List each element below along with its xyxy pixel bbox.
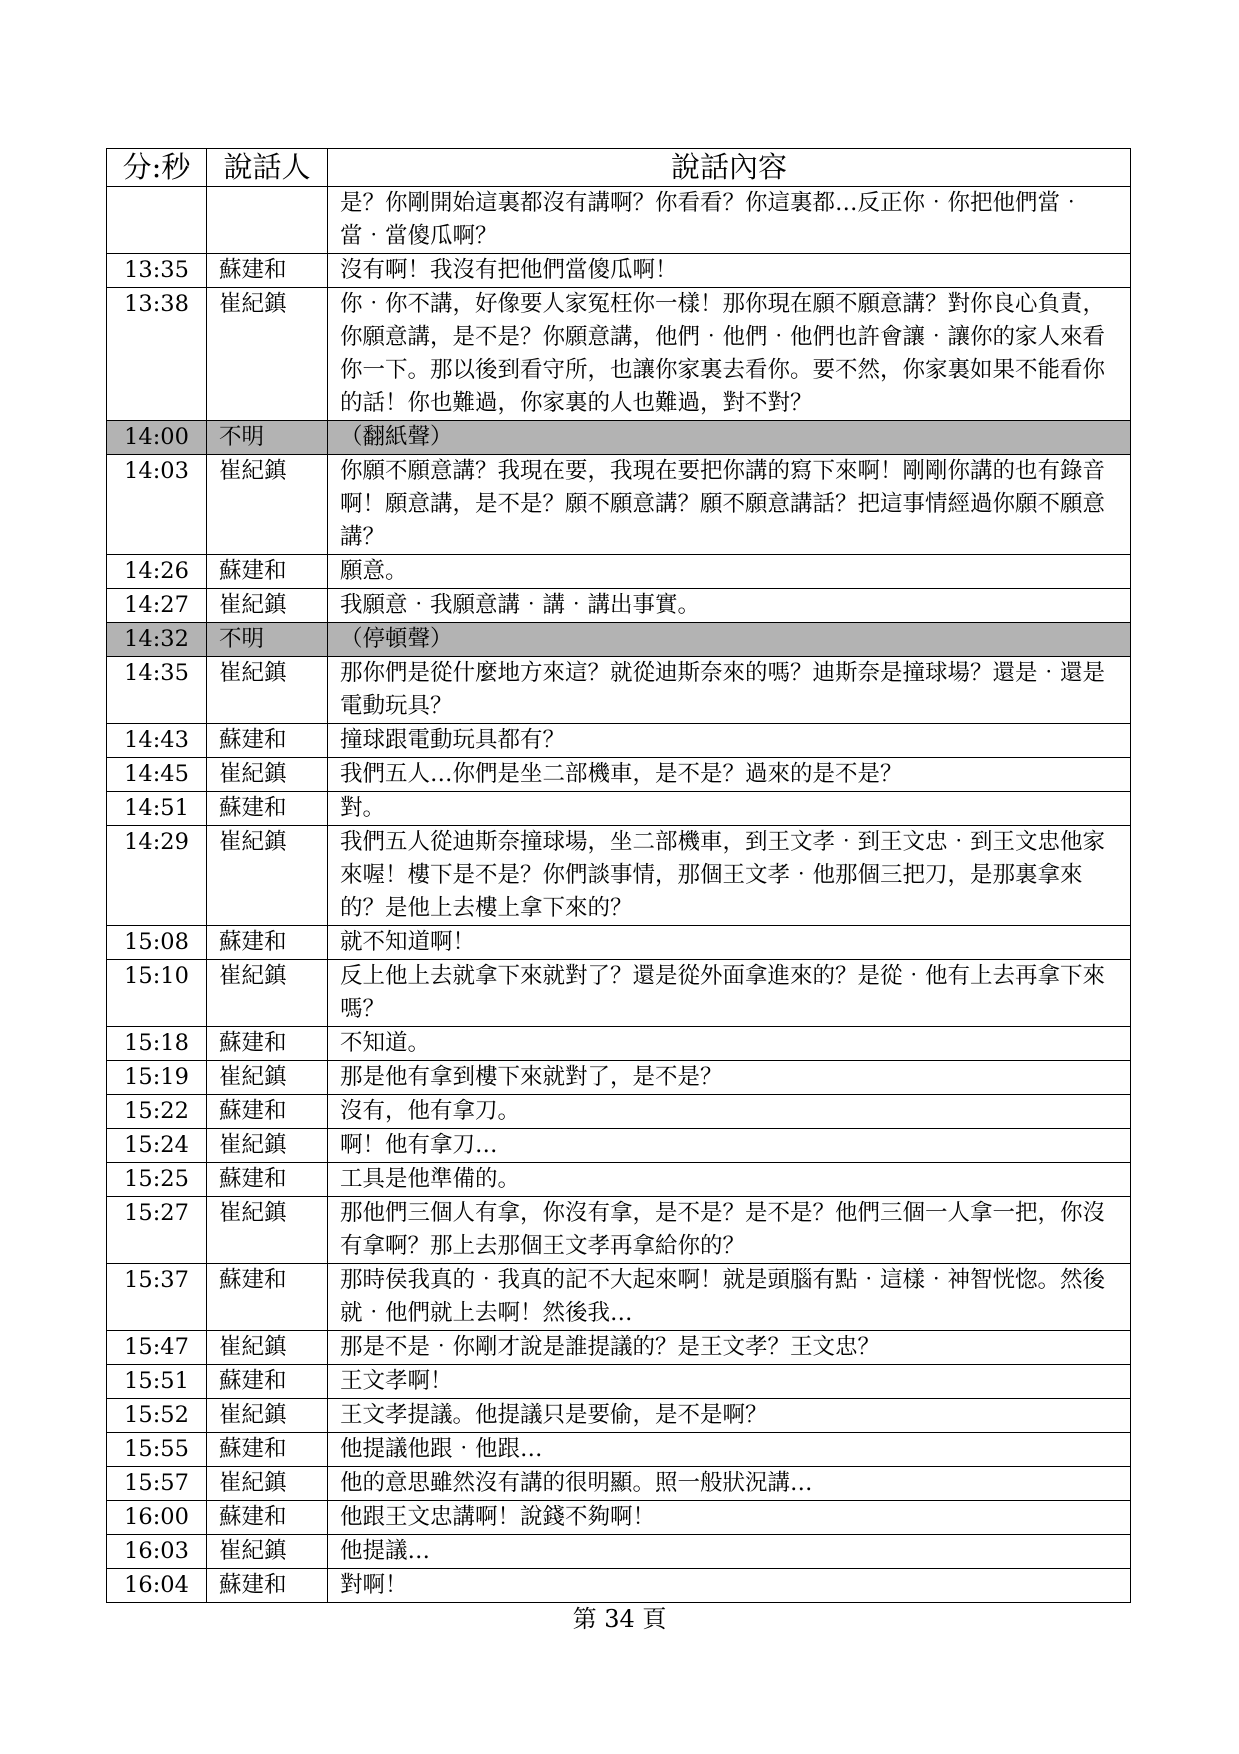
table-row [107,455,1131,555]
speaker-cell: 崔紀鎮 [207,1129,328,1163]
speaker-cell: 崔紀鎮 [207,455,328,555]
table-row [107,1095,1131,1129]
table-row [107,1535,1131,1569]
time-cell: 15:25 [107,1163,207,1197]
table-row [107,288,1131,421]
table-row [107,1264,1131,1331]
time-cell: 15:19 [107,1061,207,1095]
time-cell: 15:22 [107,1095,207,1129]
speaker-cell: 蘇建和 [207,1365,328,1399]
time-cell: 16:00 [107,1501,207,1535]
table-row [107,1061,1131,1095]
content-cell: 他提議他跟‧他跟… [328,1433,1131,1467]
speaker-cell: 崔紀鎮 [207,758,328,792]
content-cell: 他的意思雖然沒有講的很明顯。照一般狀況講… [328,1467,1131,1501]
speaker-cell: 蘇建和 [207,1569,328,1603]
table-row [107,724,1131,758]
content-cell: 願意。 [328,555,1131,589]
speaker-cell: 崔紀鎮 [207,589,328,623]
speaker-cell: 不明 [207,421,328,455]
content-cell: 那是他有拿到樓下來就對了，是不是？ [328,1061,1131,1095]
speaker-cell: 崔紀鎮 [207,1331,328,1365]
content-cell: 啊！他有拿刀… [328,1129,1131,1163]
content-cell: 那他們三個人有拿，你沒有拿，是不是？是不是？他們三個一人拿一把，你沒有拿啊？那上去那個王文孝再拿給你的？ [328,1197,1131,1264]
speaker-cell: 蘇建和 [207,926,328,960]
speaker-cell: 崔紀鎮 [207,1061,328,1095]
time-cell: 14:35 [107,657,207,724]
header-content: 說話內容 [328,149,1131,187]
time-cell: 14:26 [107,555,207,589]
speaker-cell: 蘇建和 [207,792,328,826]
time-cell: 15:57 [107,1467,207,1501]
table-header-row [107,149,1131,187]
table-row [107,555,1131,589]
speaker-cell: 崔紀鎮 [207,1535,328,1569]
time-cell: 14:32 [107,623,207,657]
table-row [107,657,1131,724]
speaker-cell: 蘇建和 [207,1027,328,1061]
content-cell: 不知道。 [328,1027,1131,1061]
table-row [107,926,1131,960]
content-cell: 那你們是從什麼地方來這？就從迪斯奈來的嗎？迪斯奈是撞球場？還是‧還是電動玩具？ [328,657,1131,724]
speaker-cell: 崔紀鎮 [207,288,328,421]
table-row [107,758,1131,792]
content-cell: 王文孝啊！ [328,1365,1131,1399]
content-cell: 沒有，他有拿刀。 [328,1095,1131,1129]
content-cell: 對啊！ [328,1569,1131,1603]
table-row [107,1027,1131,1061]
speaker-cell [207,187,328,254]
speaker-cell: 蘇建和 [207,1433,328,1467]
time-cell: 14:43 [107,724,207,758]
time-cell: 14:45 [107,758,207,792]
time-cell: 15:47 [107,1331,207,1365]
time-cell: 15:24 [107,1129,207,1163]
table-row [107,187,1131,254]
speaker-cell: 蘇建和 [207,1163,328,1197]
content-cell: 我們五人從迪斯奈撞球場，坐二部機車，到王文孝‧到王文忠‧到王文忠他家來喔！樓下是不是？你們談事情，那個王文孝‧他那個三把刀，是那裏拿來的？是他上去樓上拿下來的？ [328,826,1131,926]
table-row [107,1197,1131,1264]
content-cell: 他提議… [328,1535,1131,1569]
speaker-cell: 崔紀鎮 [207,1467,328,1501]
content-cell: （翻紙聲） [328,421,1131,455]
speaker-cell: 蘇建和 [207,1095,328,1129]
content-cell: 對。 [328,792,1131,826]
time-cell: 16:04 [107,1569,207,1603]
table-row [107,792,1131,826]
speaker-cell: 崔紀鎮 [207,657,328,724]
header-speaker: 說話人 [207,149,328,187]
table-row [107,1569,1131,1603]
table-row [107,589,1131,623]
content-cell: 工具是他準備的。 [328,1163,1131,1197]
speaker-cell: 崔紀鎮 [207,826,328,926]
content-cell: 是？你剛開始這裏都沒有講啊？你看看？你這裏都…反正你‧你把他們當‧當‧當傻瓜啊？ [328,187,1131,254]
table-row [107,1501,1131,1535]
speaker-cell: 不明 [207,623,328,657]
page-number: 第 34 頁 [572,1605,667,1633]
time-cell: 14:03 [107,455,207,555]
content-cell: 他跟王文忠講啊！說錢不夠啊！ [328,1501,1131,1535]
time-cell: 15:52 [107,1399,207,1433]
header-time: 分:秒 [107,149,207,187]
time-cell: 15:18 [107,1027,207,1061]
content-cell: （停頓聲） [328,623,1131,657]
time-cell: 13:38 [107,288,207,421]
speaker-cell: 蘇建和 [207,1501,328,1535]
table-row [107,623,1131,657]
speaker-cell: 蘇建和 [207,254,328,288]
time-cell: 14:29 [107,826,207,926]
time-cell: 16:03 [107,1535,207,1569]
table-row [107,826,1131,926]
table-row [107,1399,1131,1433]
content-cell: 你‧你不講，好像要人家冤枉你一樣！那你現在願不願意講？對你良心負責，你願意講，是不是？你願意講，他們‧他們‧他們也許會讓‧讓你的家人來看你一下。那以後到看守所，也讓你家裏去看你。要不然，你家裏如果不能看你的話！你也難過，你家裏的人也難過，對不對？ [328,288,1131,421]
time-cell: 15:55 [107,1433,207,1467]
speaker-cell: 崔紀鎮 [207,960,328,1027]
time-cell: 15:10 [107,960,207,1027]
content-cell: 王文孝提議。他提議只是要偷，是不是啊？ [328,1399,1131,1433]
time-cell [107,187,207,254]
time-cell: 15:51 [107,1365,207,1399]
table-row [107,1433,1131,1467]
table-row [107,960,1131,1027]
content-cell: 就不知道啊！ [328,926,1131,960]
content-cell: 那時侯我真的‧我真的記不大起來啊！就是頭腦有點‧這樣‧神智恍惚。然後就‧他們就上去啊！然後我… [328,1264,1131,1331]
table-row [107,1365,1131,1399]
speaker-cell: 蘇建和 [207,1264,328,1331]
content-cell: 反上他上去就拿下來就對了？還是從外面拿進來的？是從‧他有上去再拿下來嗎？ [328,960,1131,1027]
table-row [107,1467,1131,1501]
table-row [107,254,1131,288]
table-row [107,1331,1131,1365]
speaker-cell: 崔紀鎮 [207,1399,328,1433]
time-cell: 13:35 [107,254,207,288]
table-row [107,421,1131,455]
content-cell: 撞球跟電動玩具都有？ [328,724,1131,758]
time-cell: 15:37 [107,1264,207,1331]
speaker-cell: 蘇建和 [207,555,328,589]
time-cell: 15:08 [107,926,207,960]
content-cell: 那是不是‧你剛才說是誰提議的？是王文孝？王文忠？ [328,1331,1131,1365]
time-cell: 14:51 [107,792,207,826]
content-cell: 我們五人…你們是坐二部機車，是不是？過來的是不是？ [328,758,1131,792]
content-cell: 我願意‧我願意講‧講‧講出事實。 [328,589,1131,623]
content-cell: 沒有啊！我沒有把他們當傻瓜啊！ [328,254,1131,288]
table-row [107,1163,1131,1197]
content-cell: 你願不願意講？我現在要，我現在要把你講的寫下來啊！剛剛你講的也有錄音啊！願意講，是不是？願不願意講？願不願意講話？把這事情經過你願不願意講？ [328,455,1131,555]
transcript-table [106,148,1131,1603]
table-row [107,1129,1131,1163]
time-cell: 15:27 [107,1197,207,1264]
time-cell: 14:00 [107,421,207,455]
speaker-cell: 蘇建和 [207,724,328,758]
time-cell: 14:27 [107,589,207,623]
speaker-cell: 崔紀鎮 [207,1197,328,1264]
